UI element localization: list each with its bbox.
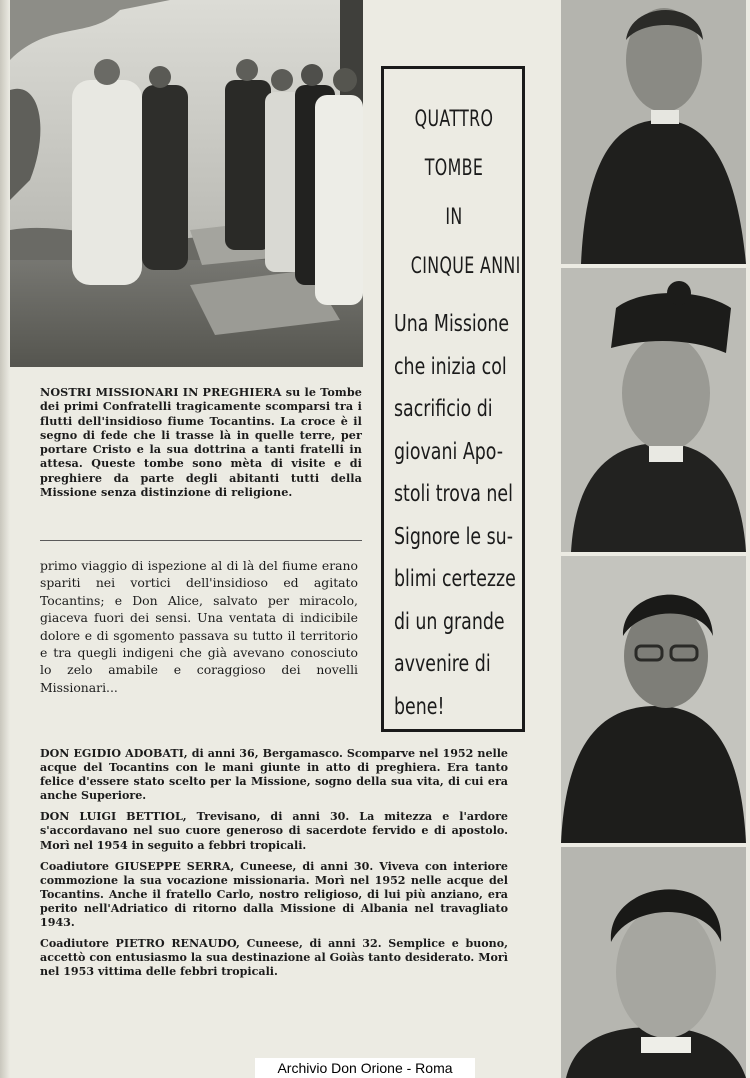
portrait-bettiol (561, 268, 746, 552)
subtitle-line: giovani Apo- (394, 436, 504, 465)
bio-renaudo (40, 937, 508, 979)
headline-title-1: QUATTRO (414, 107, 494, 132)
subtitle-line: Una Missione (394, 309, 510, 337)
biographies (40, 747, 508, 986)
divider (40, 540, 362, 541)
page-gutter (0, 0, 10, 1078)
headline-subtitle (394, 302, 514, 727)
bio-name: Coadiutore GIUSEPPE SERRA, (40, 859, 235, 873)
subtitle-line: bene! (394, 691, 445, 720)
missionaries-prayer-photo (10, 0, 363, 367)
headline-title-3: IN (445, 205, 463, 230)
subtitle-line: di un grande (394, 606, 505, 635)
photo-caption (40, 385, 362, 499)
article-body: primo viaggio di ispezione al di là del fiume erano spariti nei vortici dell'insidioso ed agitato Tocantins; e Don Alice, salvato per miracolo, giaceva fuori dei sensi. Una ventata di indicibile dolore e di sgomento passava su tutto il territorio e tra quegli indigeni che già avevano conosciuto lo zelo amabile e coraggioso dei novelli Missionari... (40, 558, 358, 695)
bio-adobati (40, 747, 508, 803)
portrait-adobati (561, 0, 746, 264)
caption-text: su le Tombe dei primi Confratelli tragicamente scomparsi tra i flutti dell'insidioso fiume Tocantins. La croce è il segno di fede che li trasse là in quelle terre, per portare Cristo e la sua dottrina a tanti fratelli in attesa. Queste tombe sono mèta di visite e di preghiere da parte degli abitanti tutti della Missione senza distinzione di religione. (40, 385, 362, 500)
bio-name: DON LUIGI BETTIOL, (40, 810, 187, 824)
headline-box (381, 66, 528, 732)
bio-text: Trevisano, di anni 30. La mitezza e l'ardore s'accordavano nel suo cuore generoso di sacerdote fervido e di apostolo. Morì nel 1954 in seguito a febbri tropicali. (40, 810, 508, 852)
bio-text: Cuneese, di anni 32. Semplice e buono, accettò con entusiasmo la sua destinazione al Goiàs tanto desiderato. Morì nel 1953 vittima delle febbri tropicali. (40, 937, 508, 979)
subtitle-line: avvenire di (394, 649, 491, 677)
subtitle-line: sacrificio di (394, 394, 493, 422)
subtitle-line: che inizia col (394, 351, 507, 380)
bio-name: DON EGIDIO ADOBATI, (40, 747, 188, 760)
headline-title-4: CINQUE ANNI! (410, 254, 528, 279)
headline-title-2: TOMBE (424, 156, 484, 181)
archive-watermark: Archivio Don Orione - Roma (255, 1058, 475, 1078)
bio-bettiol (40, 810, 508, 852)
subtitle-line: Signore le su- (394, 521, 513, 550)
portrait-renaudo (561, 847, 746, 1078)
bio-serra (40, 860, 508, 930)
caption-lead: NOSTRI MISSIONARI IN PREGHIERA (40, 385, 282, 399)
bio-name: Coadiutore PIETRO RENAUDO, (40, 937, 240, 951)
subtitle-line: stoli trova nel (394, 479, 513, 507)
bio-text: Cuneese, di anni 30. Viveva con interiore commozione la sua vocazione missionaria. Morì nel 1952 nelle acque del Tocantins. Anche il fratello Carlo, nostro religioso, di lui più anziano, era perito nell'Adriatico di ritorno dalla Missione di Albania nel travagliato 1943. (40, 859, 508, 930)
portrait-serra (561, 556, 746, 843)
subtitle-line: blimi certezze (394, 564, 516, 592)
bio-text: di anni 36, Bergamasco. Scomparve nel 1952 nelle acque del Tocantins con le mani giunte in atto di preghiera. Era tanto felice d'essere stato scelto per la Missione, sogno della sua vita, di cui era anche Superiore. (40, 747, 508, 803)
